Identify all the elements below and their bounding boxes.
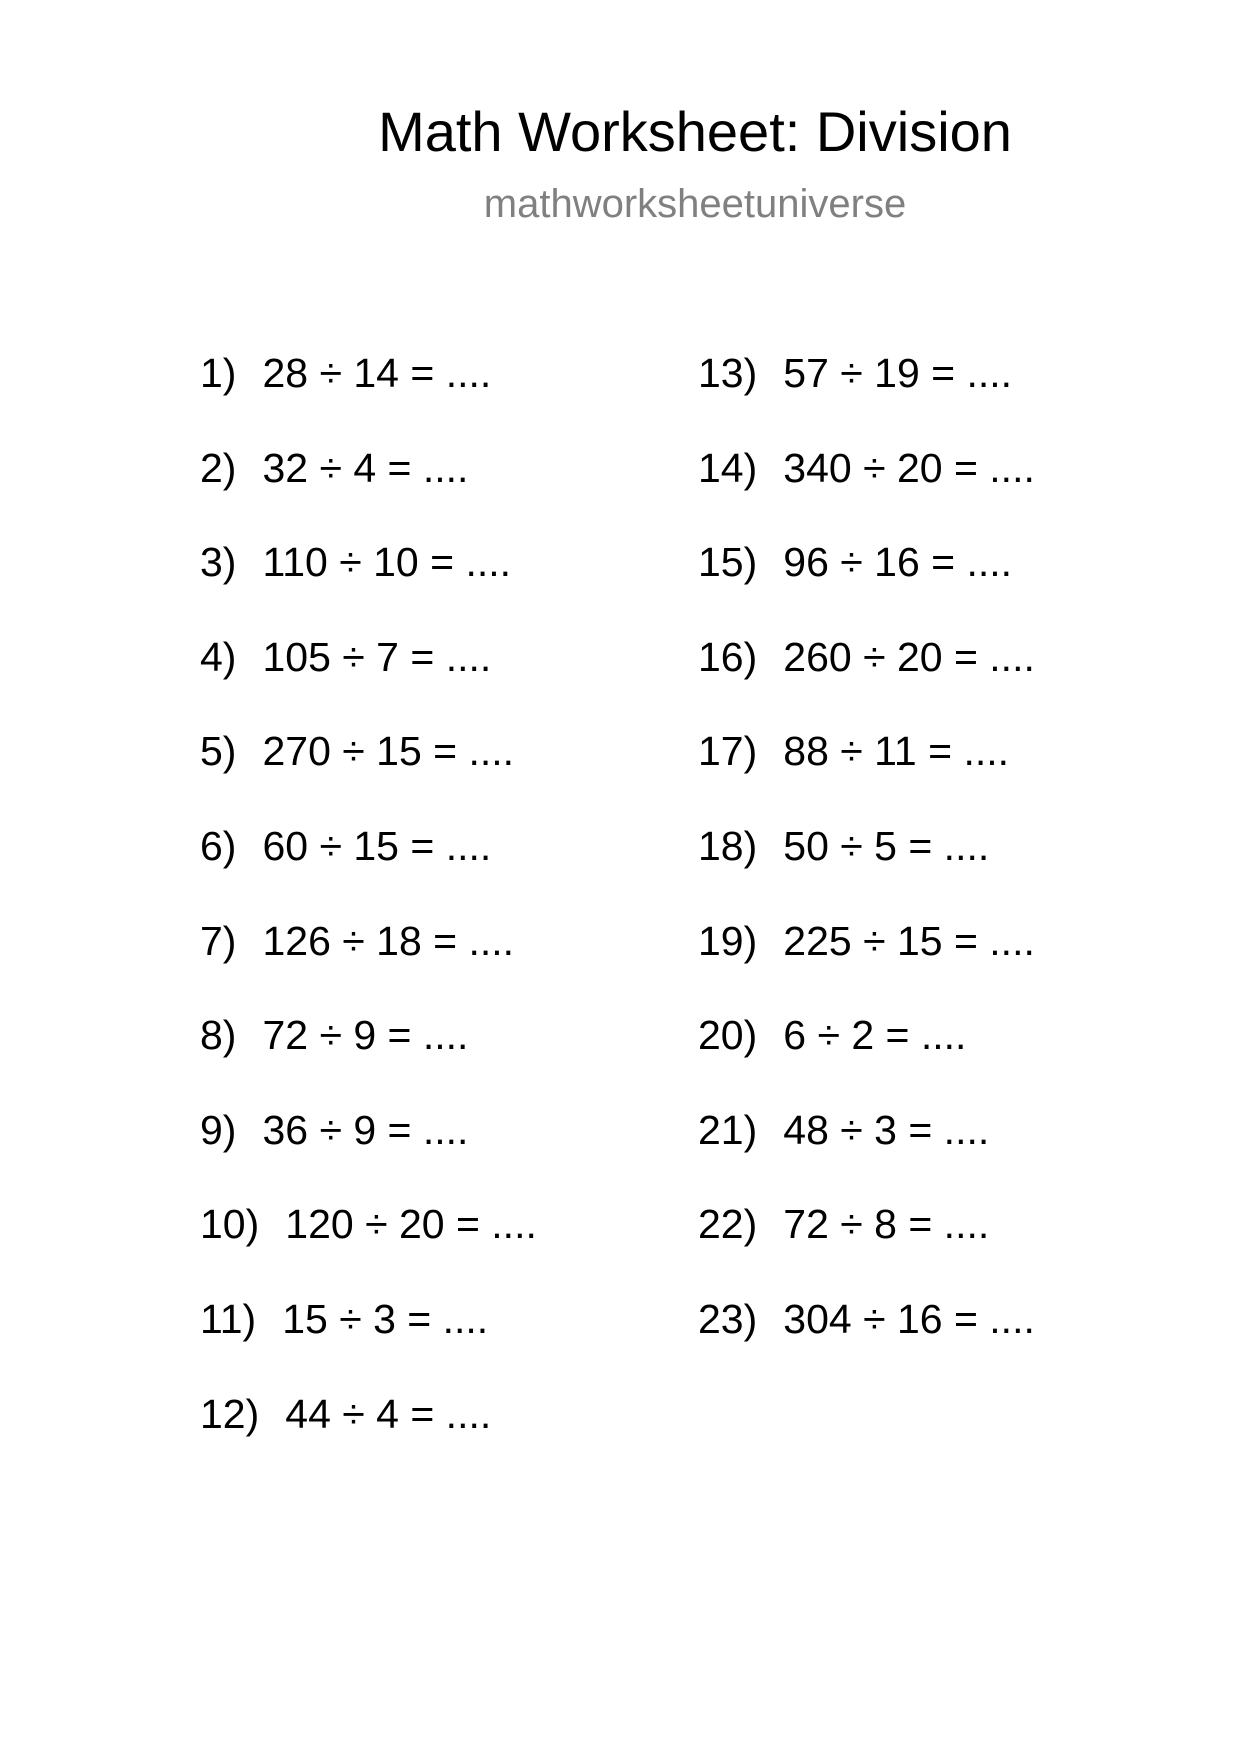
problem-item <box>200 534 537 629</box>
problem-expression: 32 ÷ 4 = .... <box>262 444 469 491</box>
problem-expression: 15 ÷ 3 = .... <box>282 1295 489 1342</box>
problem-item <box>200 1007 537 1102</box>
problem-number: 23) <box>698 1295 758 1342</box>
problem-expression: 57 ÷ 19 = .... <box>783 350 1013 396</box>
problem-expression: 260 ÷ 20 = .... <box>783 633 1035 680</box>
problem-item <box>698 1102 1035 1197</box>
problem-item <box>698 818 1035 913</box>
problem-expression: 110 ÷ 10 = .... <box>262 539 512 586</box>
problem-expression: 105 ÷ 7 = .... <box>262 633 492 680</box>
problem-number: 6) <box>200 822 237 869</box>
problem-number: 20) <box>698 1012 758 1059</box>
problem-expression: 304 ÷ 16 = .... <box>783 1295 1035 1342</box>
problem-expression: 50 ÷ 5 = .... <box>783 822 990 869</box>
problem-number: 13) <box>698 350 758 396</box>
problem-expression: 340 ÷ 20 = .... <box>783 444 1035 491</box>
problem-item <box>698 1007 1035 1102</box>
problem-expression: 126 ÷ 18 = .... <box>262 917 515 964</box>
problem-item <box>698 723 1035 818</box>
problem-item <box>200 913 537 1008</box>
problem-expression: 28 ÷ 14 = .... <box>262 350 492 396</box>
problem-number: 1) <box>200 350 237 396</box>
problem-number: 17) <box>698 728 758 775</box>
problem-item <box>200 440 537 535</box>
problem-item <box>200 818 537 913</box>
problem-expression: 88 ÷ 11 = .... <box>783 728 1010 775</box>
problem-column-right <box>698 345 1035 1386</box>
problem-item <box>200 723 537 818</box>
problem-item <box>200 1386 537 1481</box>
problem-number: 3) <box>200 539 237 586</box>
problem-number: 12) <box>200 1390 260 1437</box>
problem-item <box>698 440 1035 535</box>
problem-item <box>698 1291 1035 1386</box>
worksheet-subtitle: mathworksheetuniverse <box>483 182 907 226</box>
problem-expression: 270 ÷ 15 = .... <box>262 728 515 775</box>
problem-number: 16) <box>698 633 758 680</box>
problem-expression: 225 ÷ 15 = .... <box>783 917 1035 964</box>
problem-expression: 48 ÷ 3 = .... <box>783 1106 990 1153</box>
problem-item <box>200 629 537 724</box>
problem-expression: 96 ÷ 16 = .... <box>783 539 1013 586</box>
problem-number: 11) <box>200 1295 257 1342</box>
problem-number: 2) <box>200 444 237 491</box>
problem-number: 19) <box>698 917 758 964</box>
problem-expression: 72 ÷ 8 = .... <box>783 1201 990 1248</box>
problem-item <box>200 1196 537 1291</box>
problem-item <box>698 1196 1035 1291</box>
problem-item <box>698 629 1035 724</box>
worksheet-header <box>0 96 1240 230</box>
problem-expression: 44 ÷ 4 = .... <box>285 1390 492 1437</box>
problem-number: 5) <box>200 728 237 775</box>
problem-item <box>698 913 1035 1008</box>
problem-column-left <box>200 345 537 1480</box>
problem-item <box>698 534 1035 629</box>
problem-number: 18) <box>698 822 758 869</box>
problem-expression: 120 ÷ 20 = .... <box>285 1201 537 1248</box>
problem-expression: 72 ÷ 9 = .... <box>262 1012 469 1059</box>
problem-number: 15) <box>698 539 758 586</box>
problem-expression: 6 ÷ 2 = .... <box>783 1012 967 1059</box>
problem-item <box>200 1291 537 1386</box>
problem-number: 22) <box>698 1201 758 1248</box>
problem-number: 9) <box>200 1106 237 1153</box>
problem-number: 4) <box>200 633 237 680</box>
problem-expression: 36 ÷ 9 = .... <box>262 1106 469 1153</box>
problem-number: 10) <box>200 1201 260 1248</box>
problem-item <box>200 1102 537 1197</box>
problem-number: 7) <box>200 917 237 964</box>
problem-number: 14) <box>698 444 758 491</box>
problem-number: 8) <box>200 1012 237 1059</box>
worksheet-title: Math Worksheet: Division <box>378 100 1012 163</box>
problem-expression: 60 ÷ 15 = .... <box>262 822 492 869</box>
problem-item <box>698 345 1035 440</box>
problem-item <box>200 345 537 440</box>
problem-number: 21) <box>698 1106 758 1153</box>
